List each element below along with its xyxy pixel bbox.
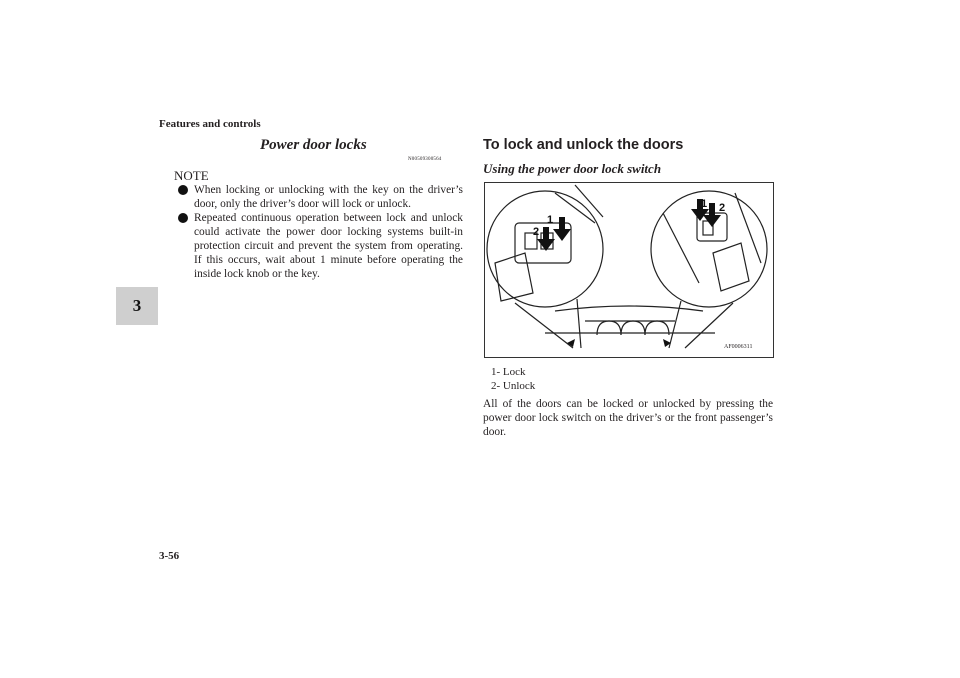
legend-item-unlock: 2- Unlock xyxy=(491,380,536,392)
callout-2-right: 2 xyxy=(719,202,726,214)
bullet-dot-icon xyxy=(178,213,188,223)
note-bullet-1 xyxy=(174,183,463,211)
legend-item-lock: 1- Lock xyxy=(491,366,526,378)
note-bullet-text: When locking or unlocking with the key on the driver’s door, only the driver’s door will lock or unlock. xyxy=(194,184,463,210)
chapter-tab: 3 xyxy=(116,287,158,325)
callout-1-right: 1 xyxy=(701,198,708,210)
section-code: N00509300564 xyxy=(408,157,442,162)
subsection-heading: To lock and unlock the doors xyxy=(483,137,684,153)
callout-1-left: 1 xyxy=(547,214,554,226)
section-title: Power door locks xyxy=(260,137,367,153)
page-number: 3-56 xyxy=(159,550,180,562)
door-lock-switch-illustration xyxy=(484,182,774,358)
illustration-drawing xyxy=(485,183,773,357)
chapter-header: Features and controls xyxy=(159,118,261,130)
body-paragraph: All of the doors can be locked or unlocked by pressing the power door lock switch on the driver’s or the front passenger’s door. xyxy=(483,398,773,438)
note-bullet-text: Repeated continuous operation between lock and unlock could activate the power door locking systems built-in protection circuit and prevent the system from operating. If this occurs, wait about 1 minute before operating the inside lock knob or the key. xyxy=(194,212,463,280)
subsection-subheading: Using the power door lock switch xyxy=(483,161,662,176)
bullet-dot-icon xyxy=(178,185,188,195)
note-label: NOTE xyxy=(174,168,209,183)
figure-code: AF0006311 xyxy=(724,344,753,350)
note-bullet-2 xyxy=(174,211,463,281)
callout-2-left: 2 xyxy=(533,226,540,238)
